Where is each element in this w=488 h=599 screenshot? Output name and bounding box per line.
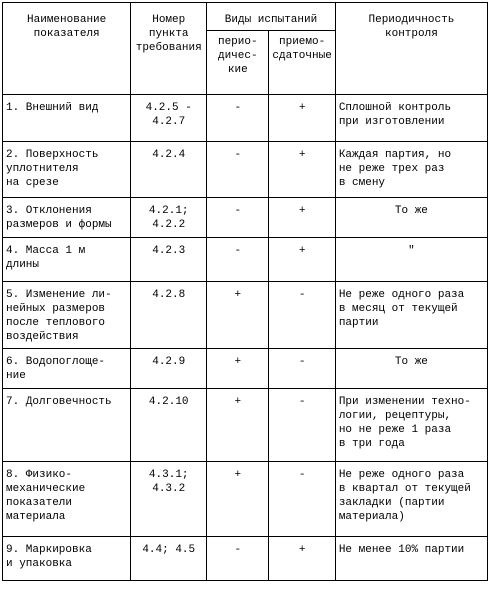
row-clause-number: 4.2.3 <box>131 238 207 282</box>
row-acceptance-mark: + <box>269 537 335 581</box>
row-clause-number: 4.2.9 <box>131 349 207 389</box>
row-clause-number: 4.2.10 <box>131 389 207 462</box>
row-acceptance-mark: + <box>269 142 335 198</box>
header-test-types: Виды испытаний <box>207 3 336 31</box>
row-indicator-name: 7. Долговечность <box>3 389 131 462</box>
row-periodic-mark: + <box>207 282 269 349</box>
row-acceptance-mark: - <box>269 349 335 389</box>
table-row <box>3 389 488 462</box>
row-indicator-name: 8. Физико- механические показатели материала <box>3 462 131 537</box>
row-indicator-name: 3. Отклонения размеров и формы <box>3 198 131 238</box>
table-row <box>3 198 488 238</box>
test-schedule-table <box>2 2 488 581</box>
row-control-frequency: При изменении техно- логии, рецептуры, но не реже 1 раза в три года <box>335 389 487 462</box>
row-control-frequency: То же <box>335 349 487 389</box>
row-acceptance-mark: + <box>269 238 335 282</box>
row-periodic-mark: - <box>207 95 269 142</box>
row-control-frequency: Не менее 10% партии <box>335 537 487 581</box>
row-acceptance-mark: + <box>269 198 335 238</box>
table-row <box>3 537 488 581</box>
table-row <box>3 349 488 389</box>
row-clause-number: 4.2.5 - 4.2.7 <box>131 95 207 142</box>
table-row <box>3 142 488 198</box>
row-clause-number: 4.2.1; 4.2.2 <box>131 198 207 238</box>
row-control-frequency: Сплошной контроль при изготовлении <box>335 95 487 142</box>
table-row <box>3 238 488 282</box>
row-indicator-name: 4. Масса 1 м длины <box>3 238 131 282</box>
row-control-frequency: Не реже одного раза в квартал от текущей закладки (партии материала) <box>335 462 487 537</box>
row-clause-number: 4.2.4 <box>131 142 207 198</box>
table-row <box>3 95 488 142</box>
header-control-frequency: Периодичность контроля <box>335 3 487 95</box>
header-indicator-name: Наименование показателя <box>3 3 131 95</box>
row-acceptance-mark: + <box>269 95 335 142</box>
row-indicator-name: 1. Внешний вид <box>3 95 131 142</box>
row-acceptance-mark: - <box>269 282 335 349</box>
row-periodic-mark: + <box>207 389 269 462</box>
row-acceptance-mark: - <box>269 462 335 537</box>
row-clause-number: 4.4; 4.5 <box>131 537 207 581</box>
table-row <box>3 462 488 537</box>
row-indicator-name: 5. Изменение ли- нейных размеров после теплового воздействия <box>3 282 131 349</box>
row-periodic-mark: - <box>207 537 269 581</box>
row-indicator-name: 2. Поверхность уплотнителя на срезе <box>3 142 131 198</box>
row-periodic-mark: + <box>207 349 269 389</box>
row-periodic-mark: - <box>207 142 269 198</box>
row-acceptance-mark: - <box>269 389 335 462</box>
row-clause-number: 4.3.1; 4.3.2 <box>131 462 207 537</box>
row-indicator-name: 6. Водопоглоще- ние <box>3 349 131 389</box>
header-acceptance: приемо- сдаточные <box>269 31 335 95</box>
header-clause-number: Номер пункта требования <box>131 3 207 95</box>
row-periodic-mark: - <box>207 198 269 238</box>
row-control-frequency: То же <box>335 198 487 238</box>
header-periodic: перио- дичес- кие <box>207 31 269 95</box>
table-row <box>3 282 488 349</box>
row-periodic-mark: - <box>207 238 269 282</box>
row-control-frequency: Не реже одного раза в месяц от текущей партии <box>335 282 487 349</box>
row-clause-number: 4.2.8 <box>131 282 207 349</box>
row-periodic-mark: + <box>207 462 269 537</box>
row-control-frequency: Каждая партия, но не реже трех раз в смену <box>335 142 487 198</box>
row-indicator-name: 9. Маркировка и упаковка <box>3 537 131 581</box>
row-control-frequency: " <box>335 238 487 282</box>
